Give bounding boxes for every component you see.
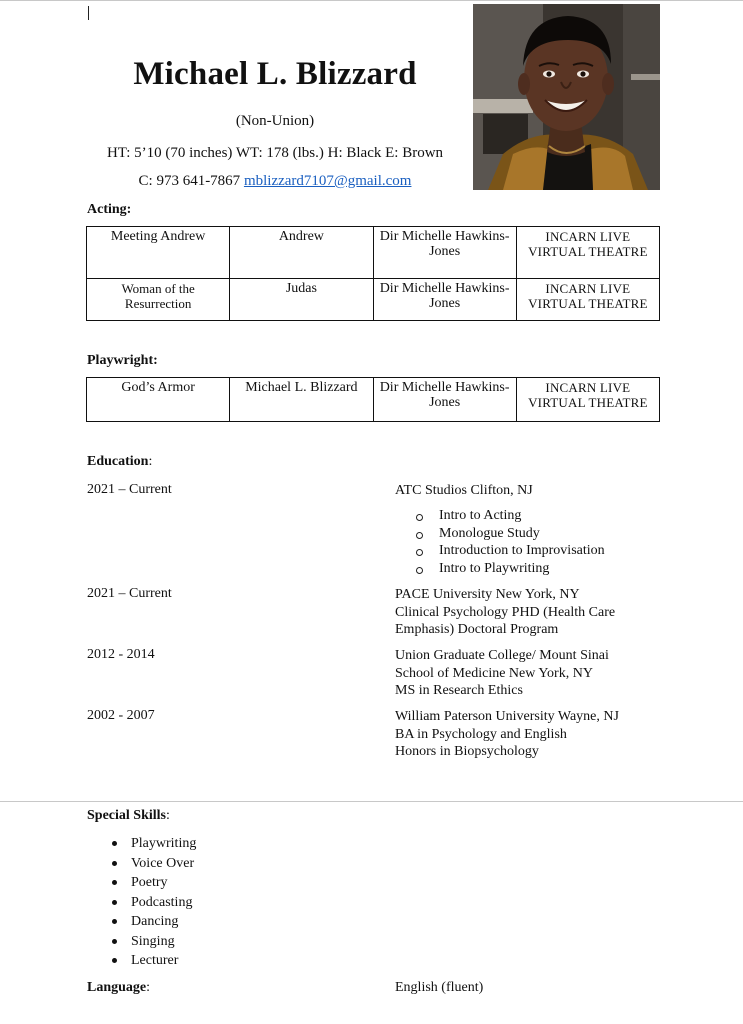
skills-list	[110, 834, 196, 971]
headshot-photo	[473, 4, 660, 190]
skill-item: Voice Over	[110, 854, 196, 874]
education-heading: Education:	[87, 454, 153, 469]
credit-venue: INCARN LIVE VIRTUAL THEATRE	[516, 378, 659, 422]
education-dates: 2021 – Current	[87, 482, 172, 497]
email-link[interactable]: mblizzard7107@gmail.com	[243, 173, 412, 189]
course-item: Introduction to Improvisation	[412, 542, 605, 560]
acting-row	[87, 279, 660, 321]
acting-row	[87, 227, 660, 279]
credit-role: Andrew	[230, 227, 373, 279]
candidate-name: Michael L. Blizzard	[133, 56, 417, 92]
education-dates: 2012 - 2014	[87, 647, 155, 662]
skill-item: Singing	[110, 932, 196, 952]
credit-venue: INCARN LIVE VIRTUAL THEATRE	[516, 279, 659, 321]
credit-role: Judas	[230, 279, 373, 321]
course-item: Monologue Study	[412, 525, 605, 543]
skill-item: Playwriting	[110, 834, 196, 854]
credit-director: Dir Michelle Hawkins-Jones	[373, 227, 516, 279]
skill-item: Poetry	[110, 873, 196, 893]
course-item: Intro to Acting	[412, 507, 605, 525]
credit-title: Meeting Andrew	[87, 227, 230, 279]
playwright-heading: Playwright:	[87, 353, 158, 368]
credit-director: Dir Michelle Hawkins-Jones	[373, 279, 516, 321]
credit-title: God’s Armor	[87, 378, 230, 422]
skill-item: Dancing	[110, 912, 196, 932]
text-cursor	[88, 6, 89, 20]
education-institution: PACE University New York, NY Clinical Psychology PHD (Health Care Emphasis) Doctoral Program	[395, 587, 616, 637]
union-status: (Non-Union)	[235, 113, 315, 129]
language-heading: Language:	[87, 980, 151, 995]
education-dates: 2002 - 2007	[87, 708, 155, 723]
education-institution: William Paterson University Wayne, NJ BA in Psychology and English Honors in Biopsychology	[395, 709, 619, 759]
physical-stats: HT: 5’10 (70 inches) WT: 178 (lbs.) H: Black E: Brown	[106, 145, 444, 161]
acting-heading: Acting:	[87, 202, 132, 217]
course-item: Intro to Playwriting	[412, 560, 605, 578]
education-institution: ATC Studios Clifton, NJ	[395, 483, 533, 498]
credit-director: Dir Michelle Hawkins-Jones	[373, 378, 516, 422]
skill-item: Podcasting	[110, 893, 196, 913]
phone-number: C: 973 641-7867	[138, 173, 241, 189]
acting-table	[86, 226, 660, 321]
education-institution: Union Graduate College/ Mount Sinai School of Medicine New York, NY MS in Research Ethics	[395, 648, 609, 698]
education-dates: 2021 – Current	[87, 586, 172, 601]
language-value: English (fluent)	[395, 980, 484, 995]
playwright-table	[86, 377, 660, 422]
skill-item: Lecturer	[110, 951, 196, 971]
contact-line	[90, 173, 460, 190]
special-skills-heading: Special Skills:	[87, 808, 170, 823]
page-break	[0, 801, 743, 802]
playwright-row	[87, 378, 660, 422]
credit-venue: INCARN LIVE VIRTUAL THEATRE	[516, 227, 659, 279]
credit-title: Woman of the Resurrection	[87, 279, 230, 321]
course-list	[412, 507, 605, 577]
credit-role: Michael L. Blizzard	[230, 378, 373, 422]
page-top-edge	[0, 0, 743, 1]
